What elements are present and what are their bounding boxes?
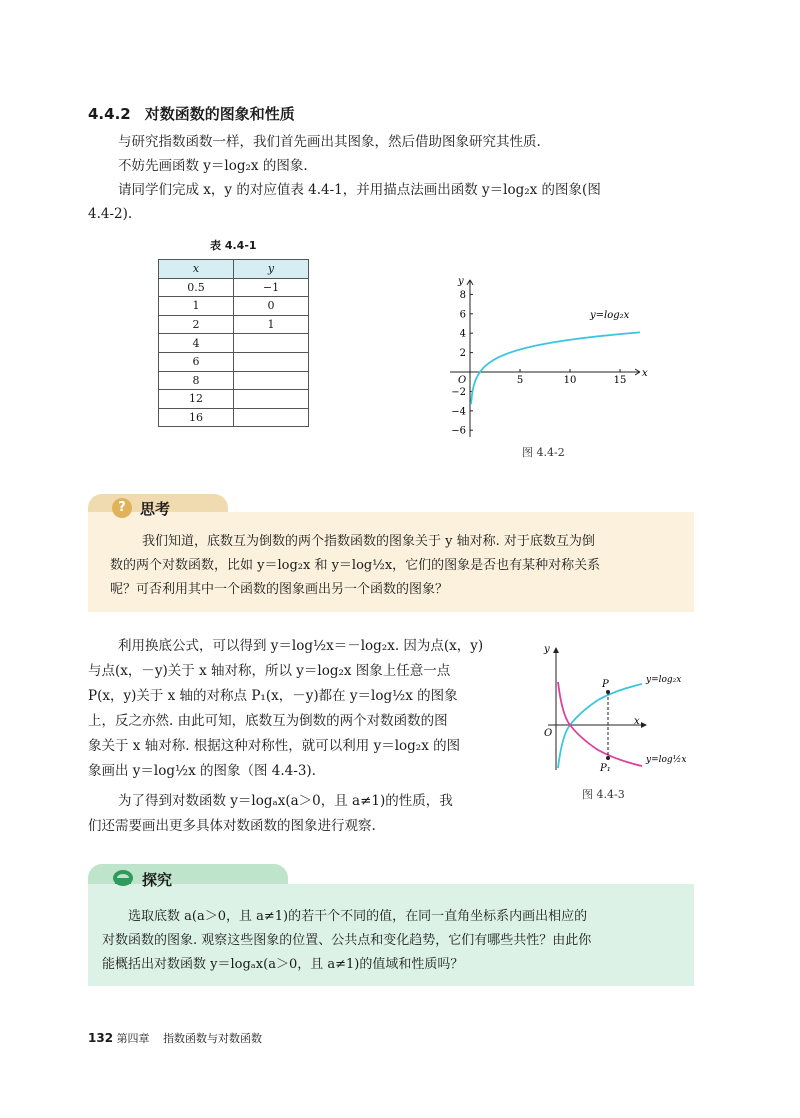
table-row xyxy=(159,371,309,390)
origin-label: O xyxy=(458,375,467,386)
table-header-x: x xyxy=(159,260,234,279)
table-cell: 1 xyxy=(159,297,234,316)
think-line-1: 我们知道，底数互为倒数的两个指数函数的图象关于 y 轴对称. 对于底数互为倒 xyxy=(142,534,595,549)
chart-axes xyxy=(450,280,640,437)
y-axis-label: y xyxy=(458,275,464,287)
body2-line-8: 们还需要画出更多具体对数函数的图象进行观察. xyxy=(88,818,376,834)
table-row xyxy=(159,408,309,427)
explore-icon xyxy=(112,868,134,888)
chapter-number: 第四章 xyxy=(116,1032,150,1045)
curve-label: y=log₂x xyxy=(590,310,630,321)
section-number: 4.4.2 xyxy=(88,105,131,123)
body2-line-4: 上，反之亦然. 由此可知，底数互为倒数的两个对数函数的图 xyxy=(88,713,448,729)
table-cell: 1 xyxy=(234,315,309,334)
x-tick-label: 10 xyxy=(563,375,577,386)
x-axis-label: x xyxy=(642,368,648,379)
symmetry-figure xyxy=(538,640,700,775)
table-header-row xyxy=(159,260,309,279)
y-tick-label: 8 xyxy=(459,289,466,301)
table-cell: 0.5 xyxy=(159,278,234,297)
table-cell: 6 xyxy=(159,352,234,371)
body2-line-5: 象关于 x 轴对称. 根据这种对称性，就可以利用 y＝log₂x 的图 xyxy=(88,738,461,754)
table-row xyxy=(159,315,309,334)
explore-line-3: 能概括出对数函数 y＝logₐx(a＞0，且 a≠1)的值域和性质吗？ xyxy=(102,957,464,972)
figure-4-4-2-caption: 图 4.4-2 xyxy=(522,446,565,459)
intro-line-4: 4.4-2). xyxy=(88,206,133,222)
table-cell: 4 xyxy=(159,334,234,353)
body2-line-7: 为了得到对数函数 y＝logₐx(a＞0，且 a≠1)的性质，我 xyxy=(118,793,453,809)
down-curve-label: y=log½x xyxy=(646,755,687,765)
fig2-x-label: x xyxy=(634,716,640,727)
page-number: 132 xyxy=(88,1031,114,1045)
question-icon: ? xyxy=(112,498,132,518)
table-cell: 0 xyxy=(234,297,309,316)
table-cell xyxy=(234,371,309,390)
table-cell: 16 xyxy=(159,408,234,427)
x-tick-label: 5 xyxy=(516,375,524,386)
figure-4-4-3-caption: 图 4.4-3 xyxy=(582,788,625,801)
table-cell: 12 xyxy=(159,390,234,409)
table-row xyxy=(159,352,309,371)
intro-line-2: 不妨先画函数 y＝log₂x 的图象. xyxy=(118,158,308,174)
table-row xyxy=(159,278,309,297)
point-p1-label: P₁ xyxy=(600,763,611,774)
table-header-y: y xyxy=(234,260,309,279)
explore-title: 探究 xyxy=(142,871,173,889)
y-tick-label: 6 xyxy=(459,309,466,321)
y-tick-label: 4 xyxy=(459,328,466,340)
point-p1 xyxy=(606,756,610,760)
explore-line-1: 选取底数 a(a＞0，且 a≠1)的若干个不同的值，在同一直角坐标系内画出相应的 xyxy=(128,909,588,924)
chapter-title: 指数函数与对数函数 xyxy=(163,1032,263,1045)
intro-line-1: 与研究指数函数一样，我们首先画出其图象，然后借助图象研究其性质. xyxy=(118,134,541,150)
value-table xyxy=(158,259,309,427)
body2-line-6: 象画出 y＝log½x 的图象（图 4.4-3). xyxy=(88,763,316,779)
y-tick-label: 2 xyxy=(459,348,466,360)
section-title xyxy=(88,103,309,124)
page-footer xyxy=(88,1030,262,1046)
table-cell: 2 xyxy=(159,315,234,334)
intro-line-3: 请同学们完成 x，y 的对应值表 4.4-1，并用描点法画出函数 y＝log₂x 的图象(图 xyxy=(118,182,601,198)
table-cell xyxy=(234,408,309,427)
fig2-origin-label: O xyxy=(544,728,553,739)
point-p-label: P xyxy=(602,679,609,690)
think-title: 思考 xyxy=(140,500,171,518)
table-cell xyxy=(234,334,309,353)
think-line-2: 数的两个对数函数，比如 y＝log₂x 和 y＝log½x，它们的图象是否也有某种对称关系 xyxy=(110,558,601,573)
table-cell: 8 xyxy=(159,371,234,390)
table-row xyxy=(159,297,309,316)
up-curve-label: y=log₂x xyxy=(646,675,682,685)
section-heading: 对数函数的图象和性质 xyxy=(144,105,295,123)
explore-line-2: 对数函数的图象. 观察这些图象的位置、公共点和变化趋势，它们有哪些共性？由此你 xyxy=(102,933,592,948)
y-tick-label: −6 xyxy=(451,425,466,437)
table-row xyxy=(159,390,309,409)
log2-chart xyxy=(440,262,650,437)
body2-line-1: 利用换底公式，可以得到 y＝log½x＝－log₂x. 因为点(x，y) xyxy=(118,638,484,654)
point-p xyxy=(606,690,610,694)
table-caption: 表 4.4-1 xyxy=(210,239,257,252)
fig2-y-label: y xyxy=(544,644,550,655)
log2-curve xyxy=(471,332,640,404)
body2-line-3: P(x，y)关于 x 轴的对称点 P₁(x，－y)都在 y＝log½x 的图象 xyxy=(88,688,458,704)
y-tick-label: −2 xyxy=(451,386,466,398)
table-row xyxy=(159,334,309,353)
table-cell xyxy=(234,352,309,371)
table-cell: −1 xyxy=(234,278,309,297)
body2-line-2: 与点(x，－y)关于 x 轴对称，所以 y＝log₂x 图象上任意一点 xyxy=(88,663,451,679)
x-tick-label: 15 xyxy=(613,375,627,386)
y-tick-label: −4 xyxy=(451,406,466,418)
table-cell xyxy=(234,390,309,409)
think-line-3: 呢？可否利用其中一个函数的图象画出另一个函数的图象？ xyxy=(110,582,449,597)
